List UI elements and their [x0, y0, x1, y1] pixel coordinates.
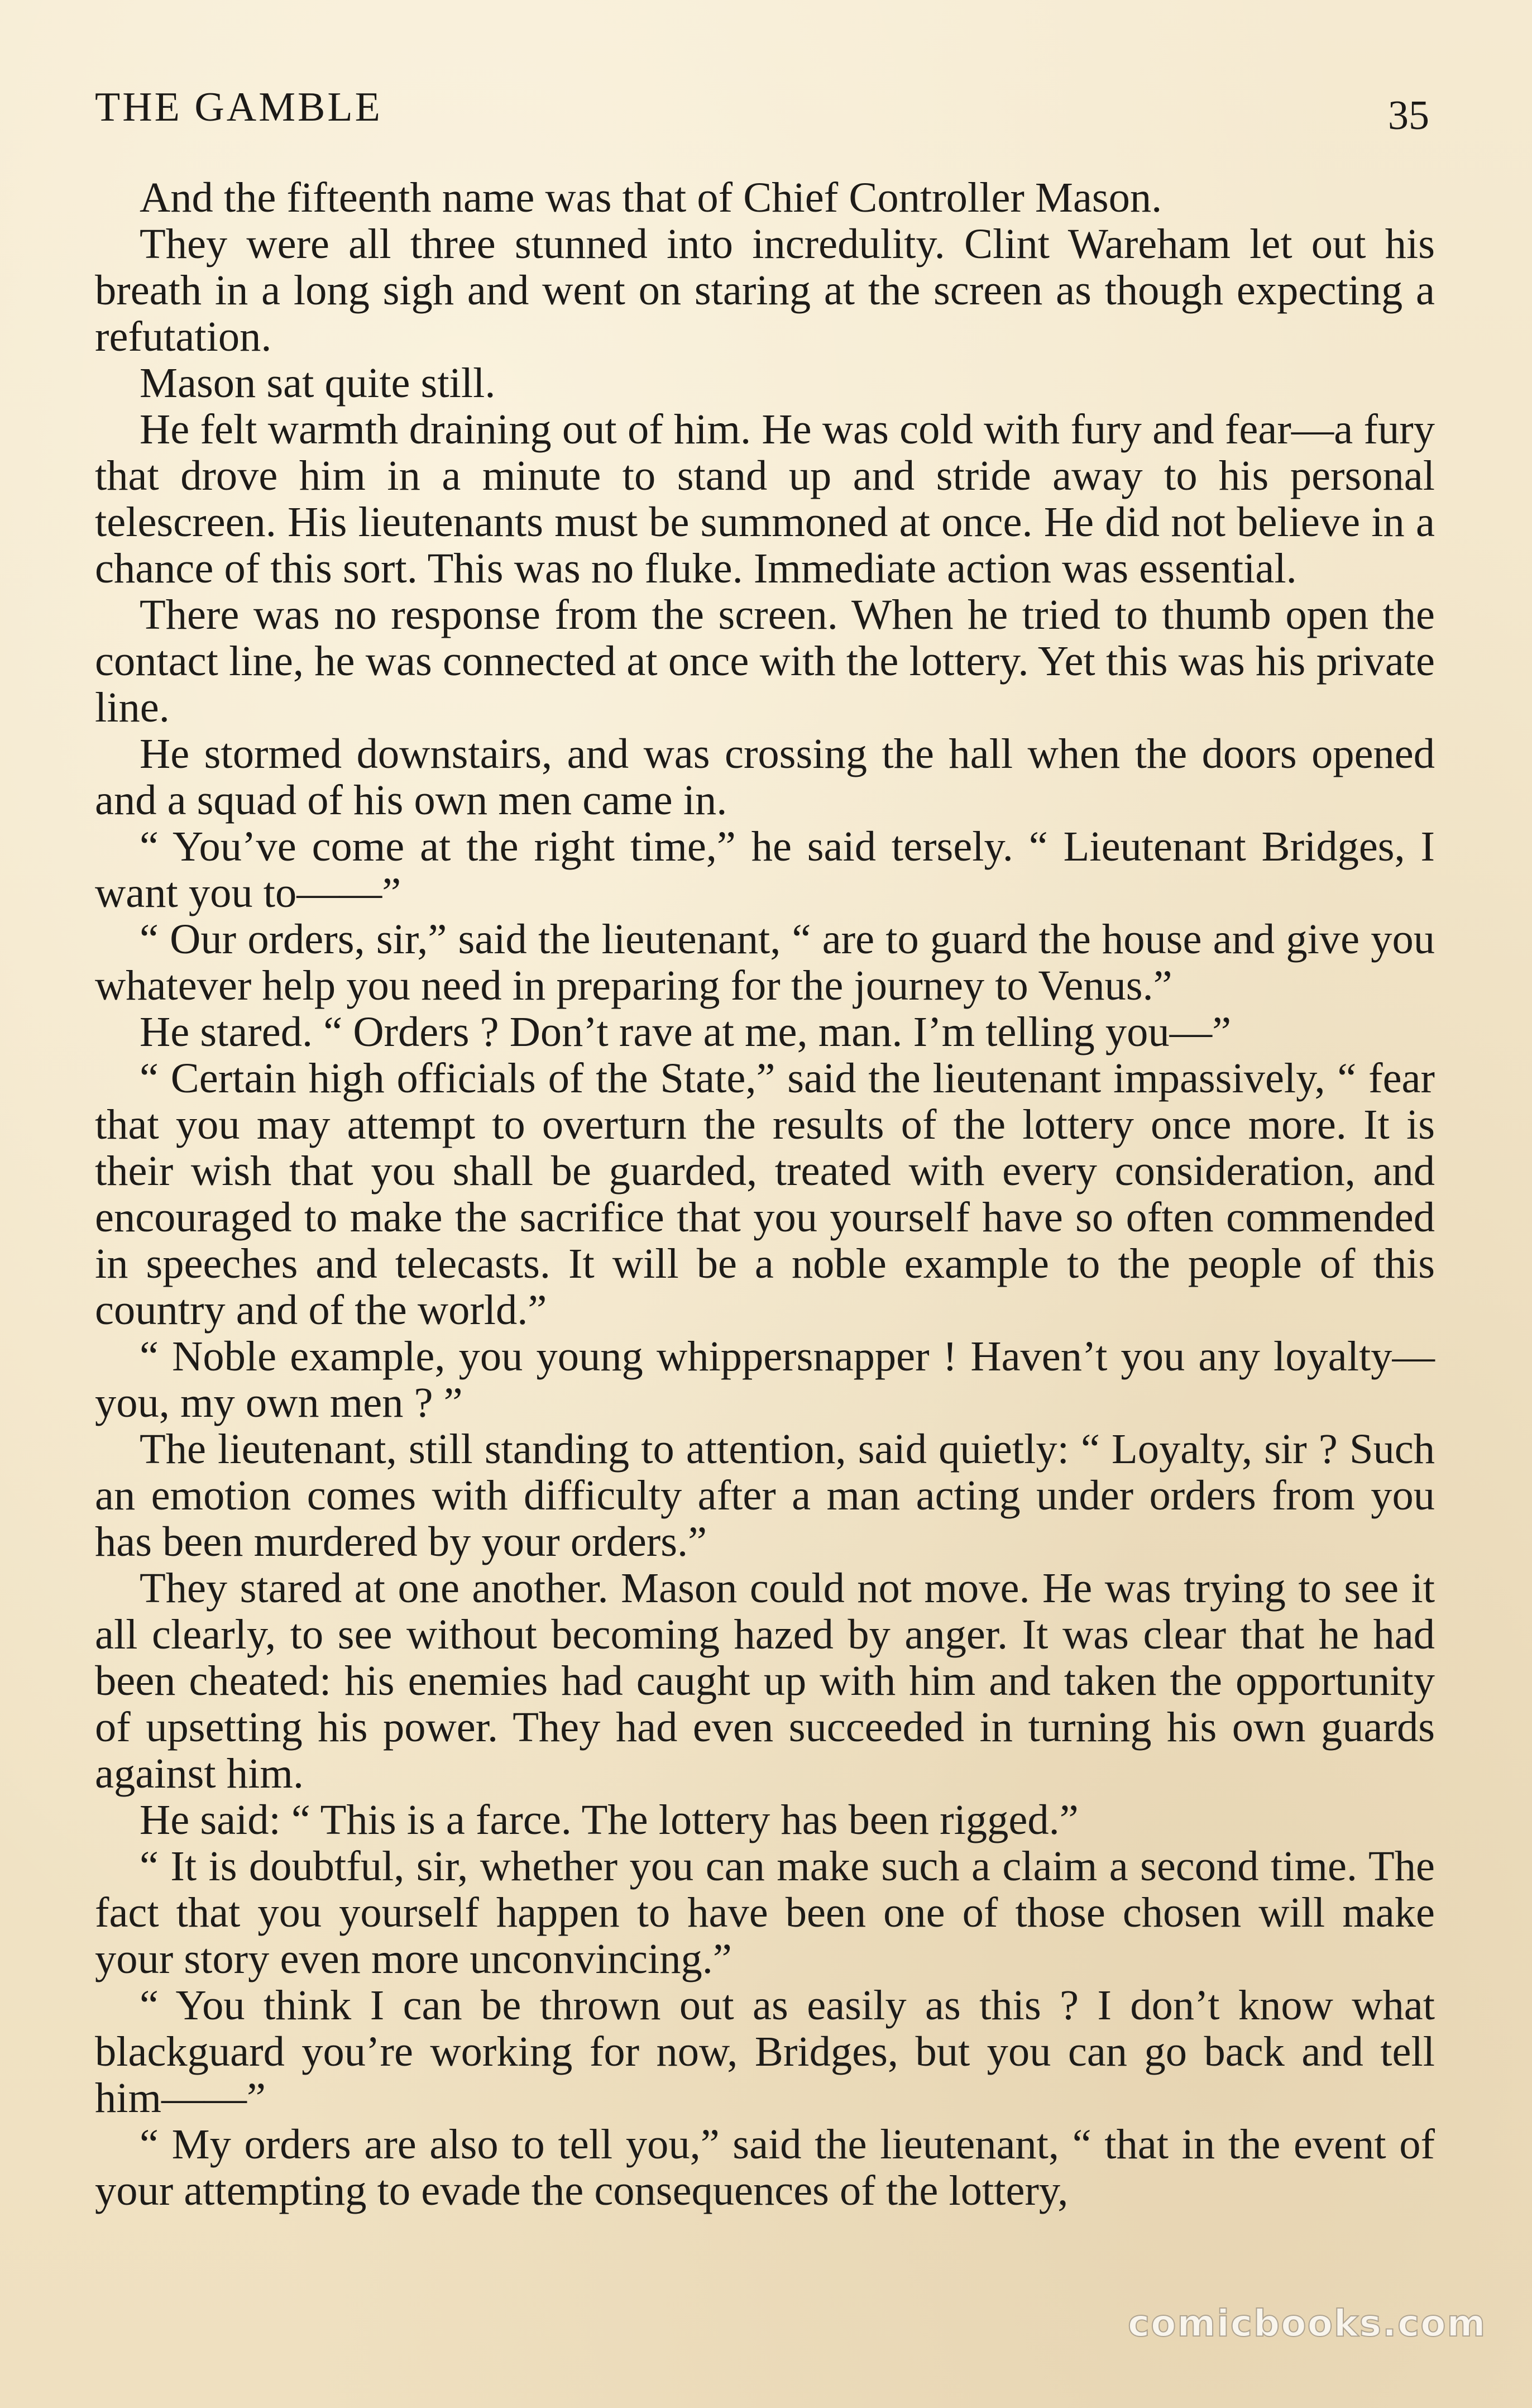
paragraph: And the fifteenth name was that of Chief Controller Mason.: [140, 174, 1162, 221]
paragraph: The lieutenant, still standing to attention, said quietly: “ Loyalty, sir ? Such an emotion comes with difficulty after a man acting under orders from you has been murdered by your orders.”: [95, 1425, 1435, 1565]
page-number: 35: [1388, 93, 1429, 138]
paragraph: There was no response from the screen. When he tried to thumb open the contact line, he was connected at once with the lottery. Yet this was his private line.: [95, 591, 1435, 731]
paragraph: “ My orders are also to tell you,” said the lieutenant, “ that in the event of your attempting to evade the consequences of the lottery,: [95, 2120, 1435, 2214]
watermark: comicbooks.com: [1128, 2302, 1487, 2345]
paragraph: Mason sat quite still.: [140, 359, 496, 407]
paragraph: “ Our orders, sir,” said the lieutenant, “ are to guard the house and give you whatever help you need in preparing for the journey to Venus.”: [95, 915, 1435, 1009]
paragraph: They stared at one another. Mason could not move. He was trying to see it all clearly, to see without becoming hazed by anger. It was clear that he had been cheated: his enemies had caught up with him and taken the opportunity of upsetting his power. They had even succeeded in turning his own guards against him.: [95, 1564, 1435, 1797]
paragraph: “ Certain high officials of the State,” said the lieutenant impassively, “ fear that you may attempt to overturn the results of the lottery once more. It is their wish that you shall be guarded, treated with every consideration, and encouraged to make the sacrifice that you yourself have so often commended in speeches and telecasts. It will be a noble example to the people of this country and of the world.”: [95, 1054, 1435, 1334]
body-text: [95, 174, 1435, 2214]
paragraph: He felt warmth draining out of him. He was cold with fury and fear—a fury that drove him in a minute to stand up and stride away to his personal telescreen. His lieutenants must be summoned at once. He did not believe in a chance of this sort. This was no fluke. Immediate action was essential.: [95, 405, 1435, 592]
paragraph: “ You’ve come at the right time,” he said tersely. “ Lieutenant Bridges, I want you to——”: [95, 823, 1435, 916]
running-title: THE GAMBLE: [95, 84, 382, 130]
paragraph: He said: “ This is a farce. The lottery has been rigged.”: [140, 1796, 1079, 1843]
paragraph: “ Noble example, you young whippersnapper ! Haven’t you any loyalty—you, my own men ? ”: [95, 1332, 1435, 1426]
paragraph: He stared. “ Orders ? Don’t rave at me, man. I’m telling you—”: [140, 1008, 1232, 1055]
paragraph: “ You think I can be thrown out as easily as this ? I don’t know what blackguard you’re working for now, Bridges, but you can go back and tell him——”: [95, 1981, 1435, 2122]
paragraph: “ It is doubtful, sir, whether you can make such a claim a second time. The fact that you yourself happen to have been one of those chosen will make your story even more unconvincing.”: [95, 1842, 1435, 1982]
paragraph: They were all three stunned into incredulity. Clint Wareham let out his breath in a long sigh and went on staring at the screen as though expecting a refutation.: [95, 220, 1435, 360]
paragraph: He stormed downstairs, and was crossing the hall when the doors opened and a squad of his own men came in.: [95, 730, 1435, 824]
